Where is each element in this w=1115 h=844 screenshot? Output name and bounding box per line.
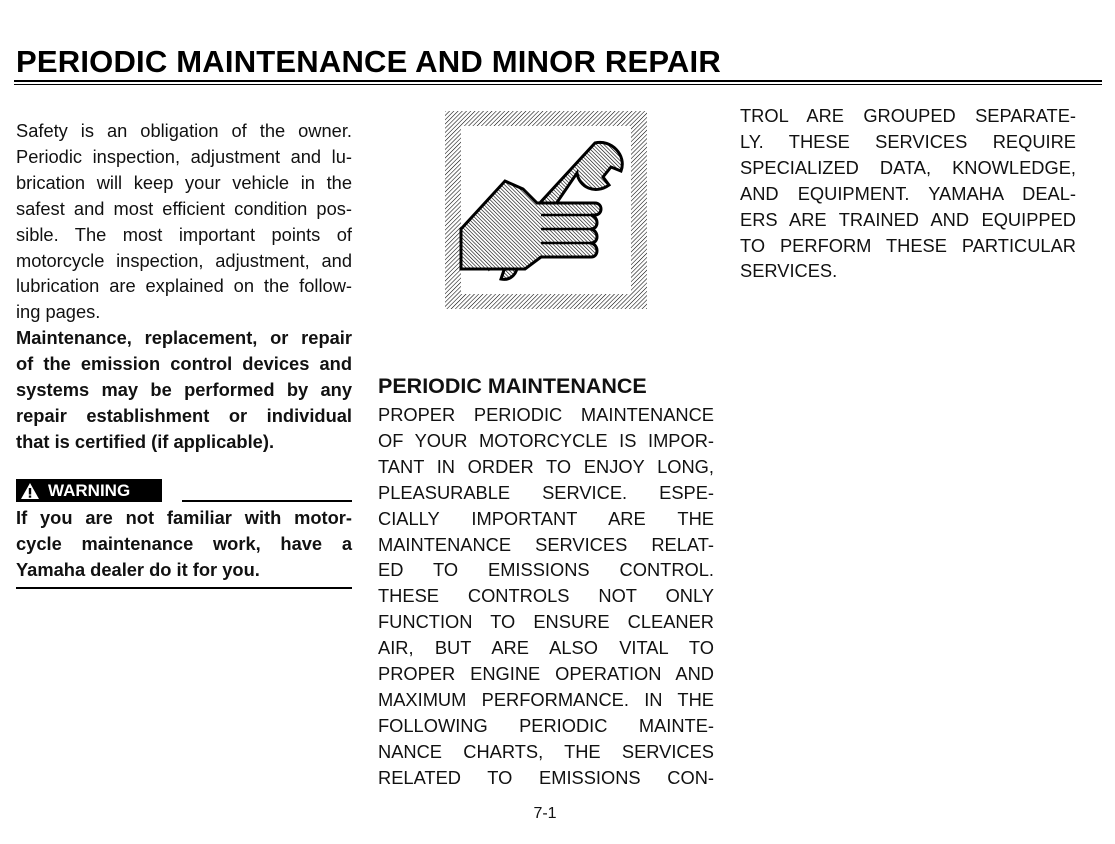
emission-note-line: repair establishment or individual xyxy=(16,404,352,426)
section-continued-line: SERVICES. xyxy=(740,260,838,282)
warning-triangle-icon xyxy=(20,482,40,500)
warning-line-text: If you are not familiar with motor- xyxy=(16,507,352,528)
warning-label: WARNING xyxy=(48,480,131,500)
section-heading: PERIODIC MAINTENANCE xyxy=(378,374,647,398)
title-rule-thick xyxy=(14,80,1102,82)
section-line: ED TO EMISSIONS CONTROL. xyxy=(378,559,714,581)
intro-line: safest and most efficient condition pos- xyxy=(16,197,352,219)
section-line: THESE CONTROLS NOT ONLY xyxy=(378,585,714,607)
section-line: PROPER ENGINE OPERATION AND xyxy=(378,663,714,685)
section-continued-line: TO PERFORM THESE PARTICULAR xyxy=(740,234,1076,256)
intro-line: motorcycle inspection, adjustment, and xyxy=(16,249,352,271)
section-continued-line: SPECIALIZED DATA, KNOWLEDGE, xyxy=(740,156,1076,178)
warning-header-rule xyxy=(182,500,352,502)
emission-note-line: of the emission control devices and xyxy=(16,353,352,375)
wrench-hand-icon xyxy=(445,111,647,309)
emission-note-line: systems may be performed by any xyxy=(16,379,352,401)
intro-line: brication will keep your vehicle in the xyxy=(16,171,352,193)
section-line: MAXIMUM PERFORMANCE. IN THE xyxy=(378,688,714,710)
intro-line: lubrication are explained on the follow- xyxy=(16,275,352,297)
section-line: RELATED TO EMISSIONS CON- xyxy=(378,766,714,788)
warning-bottom-rule xyxy=(16,587,352,589)
emission-note-line: Maintenance, replacement, or repair xyxy=(16,327,352,349)
section-line: PLEASURABLE SERVICE. ESPE- xyxy=(378,481,714,503)
emission-note-line: that is certified (if applicable). xyxy=(16,430,275,452)
warning-line-text: cycle maintenance work, have a xyxy=(16,533,352,554)
intro-line: Safety is an obligation of the owner. xyxy=(16,120,352,141)
section-line: TANT IN ORDER TO ENJOY LONG, xyxy=(378,455,714,477)
section-line: CIALLY IMPORTANT ARE THE xyxy=(378,507,714,529)
section-continued-line: TROL ARE GROUPED SEPARATE- xyxy=(740,105,1076,126)
section-body xyxy=(378,402,714,791)
section-continued-line: LY. THESE SERVICES REQUIRE xyxy=(740,130,1076,152)
section-continued-line: AND EQUIPMENT. YAMAHA DEAL- xyxy=(740,182,1076,204)
intro-line: ing pages. xyxy=(16,301,101,323)
section-line: OF YOUR MOTORCYCLE IS IMPOR- xyxy=(378,429,714,451)
section-line: AIR, BUT ARE ALSO VITAL TO xyxy=(378,637,714,659)
title-rule-thin xyxy=(14,84,1102,85)
section-line: FUNCTION TO ENSURE CLEANER xyxy=(378,611,714,633)
section-body-continued xyxy=(740,103,1076,284)
warning-header xyxy=(16,479,352,502)
intro-line: sible. The most important points of xyxy=(16,223,352,245)
page-title: PERIODIC MAINTENANCE AND MINOR REPAIR xyxy=(16,44,721,79)
section-continued-line: ERS ARE TRAINED AND EQUIPPED xyxy=(740,208,1076,230)
warning-badge xyxy=(16,479,162,502)
section-line: PROPER PERIODIC MAINTENANCE xyxy=(378,404,714,425)
section-line: NANCE CHARTS, THE SERVICES xyxy=(378,740,714,762)
intro-column xyxy=(16,118,352,455)
intro-line: Periodic inspection, adjustment and lu- xyxy=(16,145,352,167)
section-line: FOLLOWING PERIODIC MAINTE- xyxy=(378,714,714,736)
section-line: MAINTENANCE SERVICES RELAT- xyxy=(378,533,714,555)
page-number: 7-1 xyxy=(533,805,557,822)
warning-text xyxy=(16,505,352,583)
warning-line-text: Yamaha dealer do it for you. xyxy=(16,559,260,580)
